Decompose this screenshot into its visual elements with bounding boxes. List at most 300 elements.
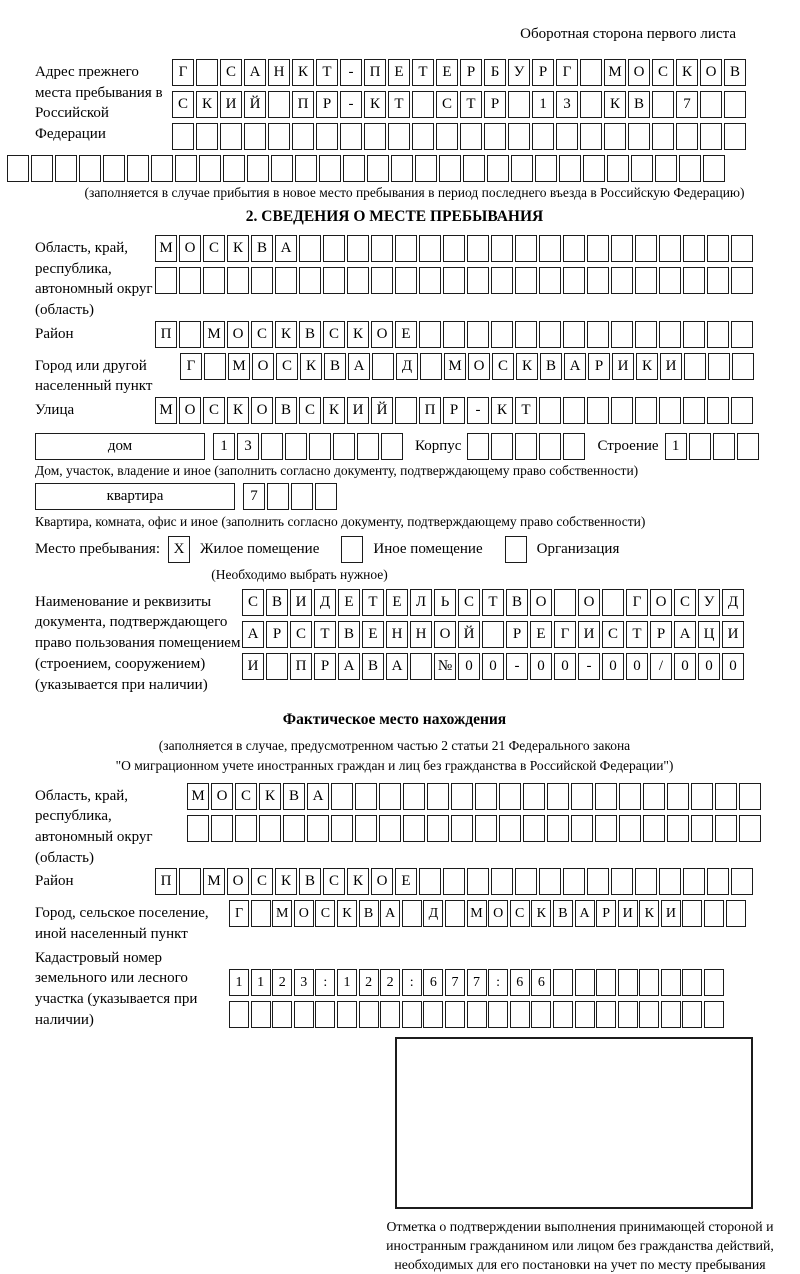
char-cell[interactable] [443,321,465,348]
char-cell[interactable] [482,621,504,648]
char-cell[interactable]: Р [650,621,672,648]
char-cell[interactable]: 7 [243,483,265,510]
char-cell[interactable] [412,123,434,150]
char-cell[interactable]: С [315,900,335,927]
char-cell[interactable] [628,123,650,150]
char-cell[interactable] [715,783,737,810]
char-cell[interactable] [467,868,489,895]
char-cell[interactable] [739,783,761,810]
char-cell[interactable]: № [434,653,456,680]
char-cell[interactable]: Е [436,59,458,86]
char-cell[interactable] [631,155,653,182]
char-cell[interactable] [595,815,617,842]
document-row-2[interactable] [242,621,794,649]
char-cell[interactable] [731,868,753,895]
char-cell[interactable]: К [292,59,314,86]
char-cell[interactable]: И [618,900,638,927]
char-cell[interactable]: В [266,589,288,616]
char-cell[interactable] [535,155,557,182]
char-cell[interactable] [266,653,288,680]
char-cell[interactable] [267,483,289,510]
char-cell[interactable] [204,353,226,380]
char-cell[interactable] [475,783,497,810]
char-cell[interactable]: В [540,353,562,380]
char-cell[interactable] [583,155,605,182]
char-cell[interactable]: К [259,783,281,810]
char-cell[interactable]: С [674,589,696,616]
char-cell[interactable]: Т [314,621,336,648]
char-cell[interactable]: Т [316,59,338,86]
char-cell[interactable]: О [468,353,490,380]
char-cell[interactable]: : [488,969,508,996]
char-cell[interactable] [547,815,569,842]
char-cell[interactable]: И [612,353,634,380]
char-cell[interactable] [655,155,677,182]
char-cell[interactable] [196,123,218,150]
char-cell[interactable]: : [315,969,335,996]
char-cell[interactable]: Е [338,589,360,616]
char-cell[interactable] [491,433,513,460]
char-cell[interactable] [371,267,393,294]
char-cell[interactable] [309,433,331,460]
char-cell[interactable] [515,235,537,262]
char-cell[interactable] [639,969,659,996]
char-cell[interactable]: Р [506,621,528,648]
char-cell[interactable]: Г [626,589,648,616]
char-cell[interactable] [683,235,705,262]
char-cell[interactable]: А [386,653,408,680]
char-cell[interactable] [244,123,266,150]
house-type-box[interactable]: дом [35,433,205,460]
actual-district-row[interactable] [155,868,794,896]
char-cell[interactable] [732,353,754,380]
char-cell[interactable] [726,900,746,927]
char-cell[interactable]: 1 [532,91,554,118]
char-cell[interactable]: 0 [674,653,696,680]
char-cell[interactable]: Е [530,621,552,648]
char-cell[interactable] [292,123,314,150]
char-cell[interactable]: Р [596,900,616,927]
house-number-cells[interactable] [213,433,405,460]
char-cell[interactable] [563,321,585,348]
char-cell[interactable] [652,91,674,118]
char-cell[interactable] [403,783,425,810]
char-cell[interactable] [707,397,729,424]
char-cell[interactable]: К [227,235,249,262]
char-cell[interactable] [445,900,465,927]
char-cell[interactable]: В [724,59,746,86]
char-cell[interactable] [268,91,290,118]
char-cell[interactable]: 7 [445,969,465,996]
char-cell[interactable] [443,868,465,895]
char-cell[interactable]: Г [180,353,202,380]
district-row[interactable] [155,321,794,349]
char-cell[interactable] [724,123,746,150]
char-cell[interactable]: О [700,59,722,86]
char-cell[interactable]: 1 [229,969,249,996]
char-cell[interactable] [683,321,705,348]
char-cell[interactable]: П [155,868,177,895]
char-cell[interactable] [275,267,297,294]
actual-region-row-1[interactable] [187,783,794,811]
char-cell[interactable] [571,815,593,842]
char-cell[interactable] [652,123,674,150]
char-cell[interactable]: Д [314,589,336,616]
char-cell[interactable] [172,123,194,150]
char-cell[interactable]: 3 [556,91,578,118]
char-cell[interactable] [539,321,561,348]
char-cell[interactable]: К [196,91,218,118]
char-cell[interactable] [319,155,341,182]
char-cell[interactable]: О [434,621,456,648]
char-cell[interactable]: А [307,783,329,810]
char-cell[interactable] [337,1001,357,1028]
char-cell[interactable] [595,783,617,810]
char-cell[interactable] [684,353,706,380]
char-cell[interactable] [724,91,746,118]
apartment-cells[interactable] [243,483,339,510]
char-cell[interactable] [475,815,497,842]
char-cell[interactable]: 0 [530,653,552,680]
char-cell[interactable] [7,155,29,182]
char-cell[interactable] [661,969,681,996]
char-cell[interactable] [707,868,729,895]
char-cell[interactable] [635,267,657,294]
char-cell[interactable]: Р [532,59,554,86]
char-cell[interactable] [703,155,725,182]
document-row-3[interactable] [242,653,794,681]
char-cell[interactable] [268,123,290,150]
char-cell[interactable] [682,900,702,927]
char-cell[interactable]: О [179,235,201,262]
char-cell[interactable]: В [338,621,360,648]
char-cell[interactable] [420,353,442,380]
char-cell[interactable] [395,235,417,262]
char-cell[interactable] [611,267,633,294]
char-cell[interactable] [323,267,345,294]
char-cell[interactable] [419,267,441,294]
char-cell[interactable] [553,1001,573,1028]
char-cell[interactable]: Д [423,900,443,927]
char-cell[interactable] [445,1001,465,1028]
char-cell[interactable] [251,900,271,927]
char-cell[interactable]: 1 [337,969,357,996]
other-premises-checkbox[interactable] [341,536,363,563]
char-cell[interactable] [596,969,616,996]
char-cell[interactable] [380,1001,400,1028]
char-cell[interactable] [639,1001,659,1028]
char-cell[interactable]: М [604,59,626,86]
char-cell[interactable] [103,155,125,182]
char-cell[interactable] [563,433,585,460]
char-cell[interactable]: В [283,783,305,810]
char-cell[interactable] [682,1001,702,1028]
char-cell[interactable] [731,321,753,348]
char-cell[interactable]: А [348,353,370,380]
char-cell[interactable]: В [362,653,384,680]
char-cell[interactable]: В [628,91,650,118]
char-cell[interactable] [151,155,173,182]
char-cell[interactable]: К [639,900,659,927]
char-cell[interactable]: О [179,397,201,424]
char-cell[interactable]: 3 [294,969,314,996]
char-cell[interactable] [415,155,437,182]
char-cell[interactable] [343,155,365,182]
char-cell[interactable] [467,433,489,460]
char-cell[interactable] [347,235,369,262]
char-cell[interactable]: У [698,589,720,616]
char-cell[interactable] [367,155,389,182]
char-cell[interactable] [261,433,283,460]
char-cell[interactable] [659,321,681,348]
char-cell[interactable]: К [364,91,386,118]
char-cell[interactable] [412,91,434,118]
char-cell[interactable] [737,433,759,460]
stroenie-cells[interactable] [665,433,761,460]
char-cell[interactable]: А [244,59,266,86]
char-cell[interactable]: С [510,900,530,927]
char-cell[interactable] [602,589,624,616]
char-cell[interactable]: 2 [359,969,379,996]
char-cell[interactable]: С [602,621,624,648]
prev-address-row-3[interactable] [172,123,794,151]
char-cell[interactable] [460,123,482,150]
char-cell[interactable]: С [172,91,194,118]
char-cell[interactable]: 0 [458,653,480,680]
char-cell[interactable] [359,1001,379,1028]
char-cell[interactable] [635,397,657,424]
char-cell[interactable]: И [722,621,744,648]
char-cell[interactable] [379,815,401,842]
char-cell[interactable] [499,783,521,810]
char-cell[interactable] [419,235,441,262]
char-cell[interactable] [388,123,410,150]
char-cell[interactable] [523,815,545,842]
char-cell[interactable]: О [252,353,274,380]
char-cell[interactable]: К [300,353,322,380]
char-cell[interactable]: И [578,621,600,648]
document-row-1[interactable] [242,589,794,617]
char-cell[interactable]: Т [515,397,537,424]
char-cell[interactable]: М [272,900,292,927]
char-cell[interactable] [739,815,761,842]
char-cell[interactable]: 2 [272,969,292,996]
char-cell[interactable] [179,868,201,895]
char-cell[interactable]: М [155,235,177,262]
char-cell[interactable]: М [203,868,225,895]
city-row[interactable] [180,353,794,381]
char-cell[interactable]: 1 [213,433,235,460]
char-cell[interactable] [229,1001,249,1028]
char-cell[interactable] [299,235,321,262]
char-cell[interactable]: 0 [482,653,504,680]
char-cell[interactable]: 0 [698,653,720,680]
char-cell[interactable] [381,433,403,460]
char-cell[interactable] [223,155,245,182]
char-cell[interactable] [333,433,355,460]
char-cell[interactable] [371,235,393,262]
char-cell[interactable] [271,155,293,182]
char-cell[interactable] [487,155,509,182]
char-cell[interactable]: Р [316,91,338,118]
char-cell[interactable]: И [347,397,369,424]
char-cell[interactable] [661,1001,681,1028]
char-cell[interactable] [427,815,449,842]
char-cell[interactable]: С [323,321,345,348]
char-cell[interactable] [635,868,657,895]
char-cell[interactable] [575,969,595,996]
char-cell[interactable] [355,783,377,810]
char-cell[interactable] [499,815,521,842]
char-cell[interactable]: К [323,397,345,424]
char-cell[interactable] [659,868,681,895]
char-cell[interactable]: П [419,397,441,424]
char-cell[interactable] [355,815,377,842]
char-cell[interactable] [403,815,425,842]
char-cell[interactable] [291,483,313,510]
char-cell[interactable]: П [292,91,314,118]
char-cell[interactable]: Т [482,589,504,616]
char-cell[interactable] [307,815,329,842]
char-cell[interactable]: Т [362,589,384,616]
char-cell[interactable]: Р [460,59,482,86]
char-cell[interactable]: О [488,900,508,927]
char-cell[interactable] [179,321,201,348]
char-cell[interactable] [643,783,665,810]
char-cell[interactable]: Й [371,397,393,424]
char-cell[interactable] [731,267,753,294]
char-cell[interactable] [285,433,307,460]
char-cell[interactable]: В [275,397,297,424]
char-cell[interactable]: Л [410,589,432,616]
char-cell[interactable] [467,235,489,262]
char-cell[interactable]: С [251,321,273,348]
char-cell[interactable] [467,267,489,294]
char-cell[interactable] [199,155,221,182]
char-cell[interactable] [491,321,513,348]
char-cell[interactable] [443,235,465,262]
char-cell[interactable]: О [650,589,672,616]
char-cell[interactable]: К [347,321,369,348]
char-cell[interactable] [713,433,735,460]
char-cell[interactable]: 6 [423,969,443,996]
char-cell[interactable] [419,321,441,348]
char-cell[interactable]: Г [229,900,249,927]
char-cell[interactable] [659,235,681,262]
char-cell[interactable] [515,267,537,294]
char-cell[interactable] [410,653,432,680]
char-cell[interactable]: 0 [602,653,624,680]
apartment-type-box[interactable]: квартира [35,483,235,510]
char-cell[interactable] [659,267,681,294]
char-cell[interactable]: Й [244,91,266,118]
char-cell[interactable] [619,783,641,810]
char-cell[interactable]: А [575,900,595,927]
char-cell[interactable]: В [299,321,321,348]
char-cell[interactable] [372,353,394,380]
korpus-cells[interactable] [467,433,587,460]
char-cell[interactable]: С [436,91,458,118]
char-cell[interactable] [451,815,473,842]
char-cell[interactable]: А [275,235,297,262]
char-cell[interactable]: О [371,321,393,348]
char-cell[interactable] [635,321,657,348]
char-cell[interactable]: 2 [380,969,400,996]
char-cell[interactable] [491,868,513,895]
char-cell[interactable] [563,868,585,895]
char-cell[interactable] [55,155,77,182]
char-cell[interactable] [611,321,633,348]
char-cell[interactable]: Р [588,353,610,380]
char-cell[interactable]: С [251,868,273,895]
char-cell[interactable]: М [155,397,177,424]
char-cell[interactable] [532,123,554,150]
char-cell[interactable]: В [299,868,321,895]
char-cell[interactable]: О [628,59,650,86]
residential-checkbox[interactable]: X [168,536,190,563]
char-cell[interactable] [331,783,353,810]
char-cell[interactable]: А [674,621,696,648]
char-cell[interactable]: В [506,589,528,616]
char-cell[interactable] [676,123,698,150]
char-cell[interactable] [423,1001,443,1028]
char-cell[interactable] [539,868,561,895]
char-cell[interactable]: М [203,321,225,348]
char-cell[interactable]: Е [362,621,384,648]
prev-address-row-2[interactable] [172,91,794,119]
char-cell[interactable]: А [380,900,400,927]
char-cell[interactable] [294,1001,314,1028]
char-cell[interactable]: И [242,653,264,680]
char-cell[interactable]: Н [386,621,408,648]
char-cell[interactable] [587,321,609,348]
char-cell[interactable] [667,815,689,842]
char-cell[interactable]: Г [554,621,576,648]
char-cell[interactable] [395,267,417,294]
char-cell[interactable] [315,483,337,510]
char-cell[interactable]: Д [396,353,418,380]
char-cell[interactable] [604,123,626,150]
char-cell[interactable]: Д [722,589,744,616]
char-cell[interactable]: И [661,900,681,927]
char-cell[interactable]: К [604,91,626,118]
char-cell[interactable]: 0 [722,653,744,680]
char-cell[interactable] [539,235,561,262]
char-cell[interactable] [704,900,724,927]
char-cell[interactable]: С [492,353,514,380]
char-cell[interactable]: К [337,900,357,927]
char-cell[interactable] [488,1001,508,1028]
char-cell[interactable]: 1 [665,433,687,460]
char-cell[interactable]: М [187,783,209,810]
char-cell[interactable] [700,91,722,118]
char-cell[interactable] [340,123,362,150]
char-cell[interactable] [704,1001,724,1028]
char-cell[interactable]: М [444,353,466,380]
char-cell[interactable] [247,155,269,182]
cadastral-row-2[interactable] [229,1001,794,1029]
char-cell[interactable] [731,397,753,424]
char-cell[interactable] [227,267,249,294]
char-cell[interactable] [531,1001,551,1028]
char-cell[interactable]: П [290,653,312,680]
char-cell[interactable]: И [220,91,242,118]
char-cell[interactable]: В [251,235,273,262]
char-cell[interactable] [127,155,149,182]
char-cell[interactable] [619,815,641,842]
char-cell[interactable]: А [564,353,586,380]
char-cell[interactable] [31,155,53,182]
